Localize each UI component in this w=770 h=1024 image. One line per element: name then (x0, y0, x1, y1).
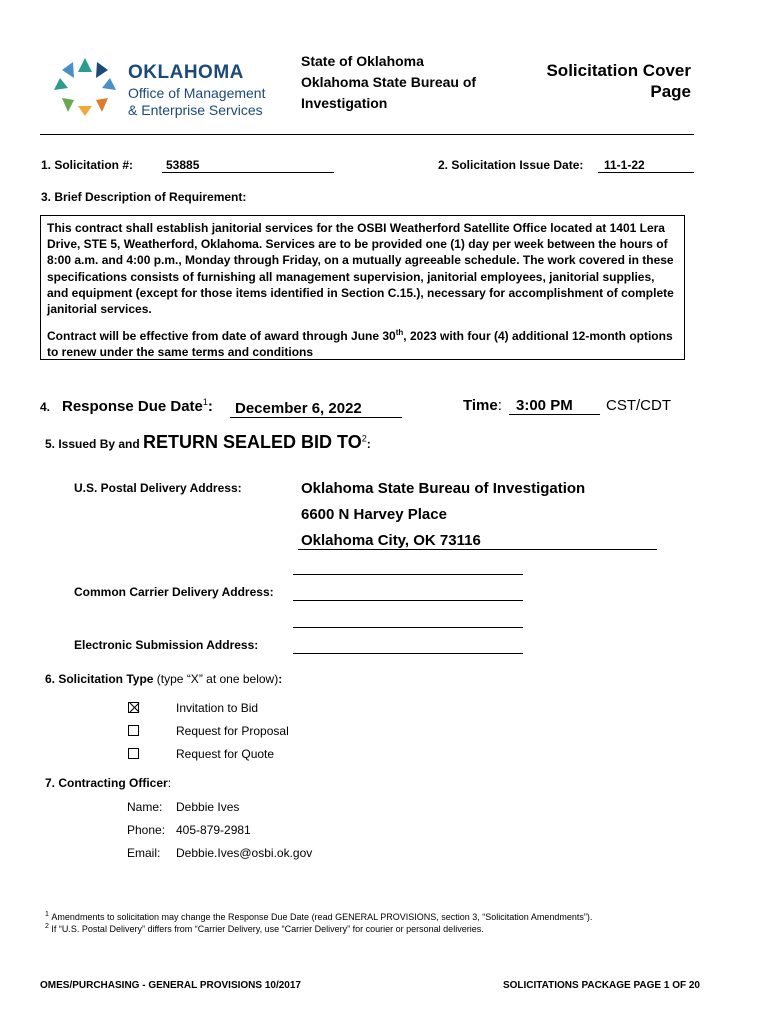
header-line-1: State of Oklahoma (301, 53, 424, 69)
carrier-address-line-2 (293, 600, 523, 601)
return-bid-footnote-ref: 2 (361, 433, 367, 444)
footnote-1-text: Amendments to solicitation may change the Response Due Date (read GENERAL PROVISIONS, section 3, “Solicitation Amendments”). (51, 912, 593, 922)
request-for-proposal-label: Request for Proposal (176, 724, 289, 738)
omes-logo (50, 52, 290, 124)
carrier-address-label: Common Carrier Delivery Address: (74, 585, 274, 599)
solicitation-number-label: 1. Solicitation #: (41, 158, 134, 172)
oklahoma-star-logo-icon (52, 56, 118, 118)
time-value: 3:00 PM (509, 397, 600, 415)
footnote-2-marker: 2 (45, 923, 49, 930)
time-colon: : (497, 397, 502, 414)
electronic-address-label: Electronic Submission Address: (74, 638, 259, 652)
return-bid-colon: : (366, 437, 371, 451)
invitation-to-bid-checked-box-icon[interactable] (128, 702, 139, 713)
solicitation-type-hint: (type “X” at one below) (153, 672, 279, 686)
page-title (546, 60, 691, 102)
return-bid-heading (45, 432, 371, 453)
postal-address-line-2: 6600 N Harvey Place (301, 506, 447, 523)
contracting-officer-title: 7. Contracting Officer (45, 776, 168, 790)
request-for-quote-empty-checkbox-icon[interactable] (128, 748, 139, 759)
description-paragraph-1: This contract shall establish janitorial services for the OSBI Weatherford Satellite Office located at 1401 Lera Drive, STE 5, Weatherford, Oklahoma. Services are to be provided one (1) day per week between the hours of 8:00 a.m. and 4:00 p.m., Monday through Friday, on a mutually agreeable schedule. The work covered in these specifications consists of furnishing all management supervision, janitorial employees, janitorial supplies, and equipment (except for those items identified in Section C.15.), necessary for accomplishment of complete janitorial services. (47, 221, 674, 317)
contracting-officer-colon: : (167, 776, 172, 790)
header-divider (40, 134, 694, 135)
officer-email[interactable]: Debbie.Ives@osbi.ok.gov (176, 846, 313, 860)
description-p2-text: Contract will be effective from date of award through June 30 (47, 329, 396, 344)
solicitation-type-label (45, 672, 282, 686)
footnote-1 (45, 911, 592, 922)
due-date-colon: : (207, 398, 213, 415)
logo-wordmark: OKLAHOMA (128, 62, 244, 83)
carrier-address-line-1 (293, 574, 523, 575)
return-bid-title: RETURN SEALED BID TO (143, 432, 362, 452)
description-p2-text-cont: , 2023 with four (4) additional 12-month options to renew under the same terms and conditions (47, 329, 673, 360)
footer-right: SOLICITATIONS PACKAGE PAGE 1 OF 20 (502, 980, 700, 991)
contracting-officer-label (45, 776, 171, 790)
officer-email-label: Email: (127, 846, 161, 860)
officer-name: Debbie Ives (176, 800, 240, 814)
timezone: CST/CDT (606, 397, 671, 414)
postal-address-line-3: Oklahoma City, OK 73116 (298, 532, 657, 550)
footnote-1-marker: 1 (45, 911, 49, 918)
invitation-to-bid-label: Invitation to Bid (176, 701, 259, 715)
electronic-address-line-2 (293, 653, 523, 654)
electronic-address-line-1 (293, 627, 523, 628)
logo-subtitle-2: & Enterprise Services (128, 102, 263, 118)
officer-phone-label: Phone: (127, 823, 166, 837)
due-date-label-text: Response Due Date (62, 398, 203, 415)
description-box (40, 215, 685, 360)
page-title-line-2: Page (650, 82, 691, 101)
request-for-quote-label: Request for Quote (176, 747, 275, 761)
postal-address-line-1: Oklahoma State Bureau of Investigation (301, 480, 586, 497)
officer-phone: 405-879-2981 (176, 823, 251, 837)
officer-name-label: Name: (127, 800, 163, 814)
logo-subtitle-1: Office of Management (128, 85, 266, 101)
issue-date-label: 2. Solicitation Issue Date: (438, 158, 584, 172)
time-label-text: Time (463, 397, 498, 414)
header-line-2: Oklahoma State Bureau of (301, 74, 477, 90)
footnote-2-text: If “U.S. Postal Delivery” differs from “Carrier Delivery, use “Carrier Delivery” for courier or personal deliveries. (51, 924, 484, 934)
footer-left: OMES/PURCHASING - GENERAL PROVISIONS 10/2017 (40, 980, 301, 991)
due-date-number: 4. (40, 400, 51, 414)
due-date-value: December 6, 2022 (230, 400, 402, 418)
agency-header (301, 51, 476, 114)
request-for-proposal-empty-checkbox-icon[interactable] (128, 725, 139, 736)
solicitation-type-title: 6. Solicitation Type (45, 672, 154, 686)
header-line-3: Investigation (301, 95, 388, 111)
description-p2-sup: th (395, 328, 404, 338)
return-bid-prefix: 5. Issued By and (45, 437, 144, 451)
postal-address-label: U.S. Postal Delivery Address: (74, 481, 242, 495)
description-paragraph-2 (47, 325, 678, 360)
issue-date-value: 11-1-22 (598, 158, 694, 173)
solicitation-number-value: 53885 (162, 158, 334, 173)
due-date-label (62, 397, 213, 415)
time-label (463, 397, 502, 414)
solicitation-type-colon: : (278, 672, 283, 686)
footnote-2 (45, 923, 484, 934)
due-date-footnote-ref: 1 (202, 397, 208, 407)
description-label: 3. Brief Description of Requirement: (41, 190, 247, 204)
page-title-line-1: Solicitation Cover (546, 61, 691, 80)
